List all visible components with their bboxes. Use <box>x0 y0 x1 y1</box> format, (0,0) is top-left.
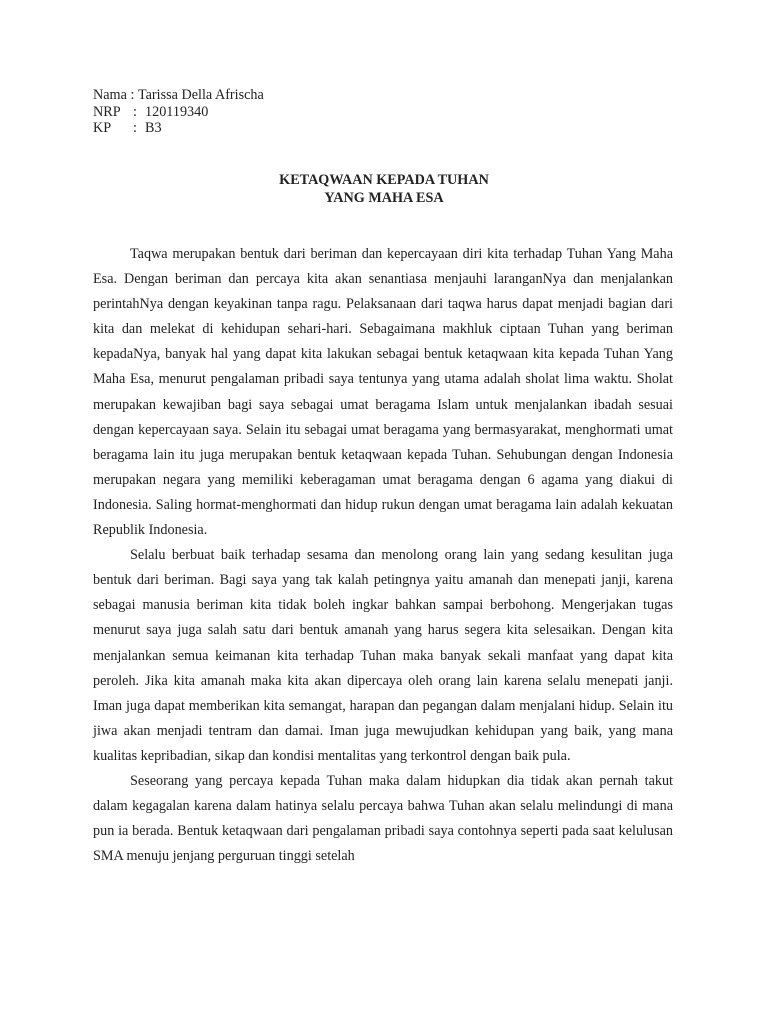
name-separator: : <box>126 87 138 103</box>
paragraph-2: Selalu berbuat baik terhadap sesama dan menolong orang lain yang sedang kesulitan juga bentuk dari beriman. Bagi saya yang tak kalah petingnya yaitu amanah dan menepati janji, karena sebagai manusia beriman kita tidak boleh ingkar bahkan sampai berbohong. Mengerjakan tugas menurut saya juga salah satu dari bentuk amanah yang harus segera kita selesaikan. Dengan kita menjalankan semua keimanan kita terhadap Tuhan maka banyak sekali manfaat yang dapat kita peroleh. Jika kita amanah maka kita akan dipercaya oleh orang lain karena selalu menepati janji. Iman juga dapat memberikan kita semangat, harapan dan pegangan dalam menjalani hidup. Selain itu jiwa akan menjadi tentram dan damai. Iman juga mewujudkan kehidupan yang baik, yang mana kualitas kepribadian, sikap dan kondisi mentalitas yang terkontrol dengan baik pula. <box>93 547 673 764</box>
nrp-label: NRP <box>93 103 121 120</box>
kp-label: KP <box>93 120 112 136</box>
nrp-separator: : <box>133 103 137 120</box>
title-line-1: KETAQWAAN KEPADA TUHAN <box>279 172 489 188</box>
name-row <box>93 87 264 104</box>
paragraph-1: Taqwa merupakan bentuk dari beriman dan kepercayaan diri kita terhadap Tuhan Yang Maha Esa. Dengan beriman dan percaya kita akan senantiasa menjauhi laranganNya dan menjalankan perintahNya dengan keyakinan tanpa ragu. Pelaksanaan dari taqwa harus dapat menjadi bagian dari kita dan melekat di kehidupan sehari-hari. Sebagaimana makhluk ciptaan Tuhan yang beriman kepadaNya, banyak hal yang dapat kita lakukan sebagai bentuk ketaqwaan kita kepada Tuhan Yang Maha Esa, menurut pengalaman pribadi saya tentunya yang utama adalah sholat lima waktu. Sholat merupakan kewajiban bagi saya sebagai umat beragama Islam untuk menjalankan ibadah sesuai dengan kepercayaan saya. Selain itu sebagai umat beragama yang bermasyarakat, menghormati umat beragama lain itu juga merupakan bentuk ketaqwaan kepada Tuhan. Sehubungan dengan Indonesia merupakan negara yang memiliki keberagaman umat beragama dengan 6 agama yang diakui di Indonesia. Saling hormat-menghormati dan hidup rukun dengan umat beragama lain adalah kekuatan Republik Indonesia. <box>93 246 673 539</box>
title-line-2: YANG MAHA ESA <box>324 190 444 206</box>
name-label: Nama <box>93 87 127 103</box>
kp-separator: : <box>133 120 137 136</box>
document-title <box>0 171 768 207</box>
nrp-row <box>93 104 264 121</box>
essay-body <box>93 242 673 869</box>
kp-row <box>93 120 264 137</box>
name-value: Tarissa Della Afrischa <box>137 87 264 103</box>
kp-value: B3 <box>145 120 162 136</box>
nrp-value: 120119340 <box>145 103 209 120</box>
student-info-header <box>93 87 264 137</box>
paragraph-3: Seseorang yang percaya kepada Tuhan maka dalam hidupkan dia tidak akan pernah takut dalam kegagalan karena dalam hatinya selalu percaya bahwa Tuhan akan selalu melindungi di mana pun ia berada. Bentuk ketaqwaan dari pengalaman pribadi saya contohnya seperti pada saat kelulusan SMA menuju jenjang perguruan tinggi setelah <box>93 772 673 865</box>
